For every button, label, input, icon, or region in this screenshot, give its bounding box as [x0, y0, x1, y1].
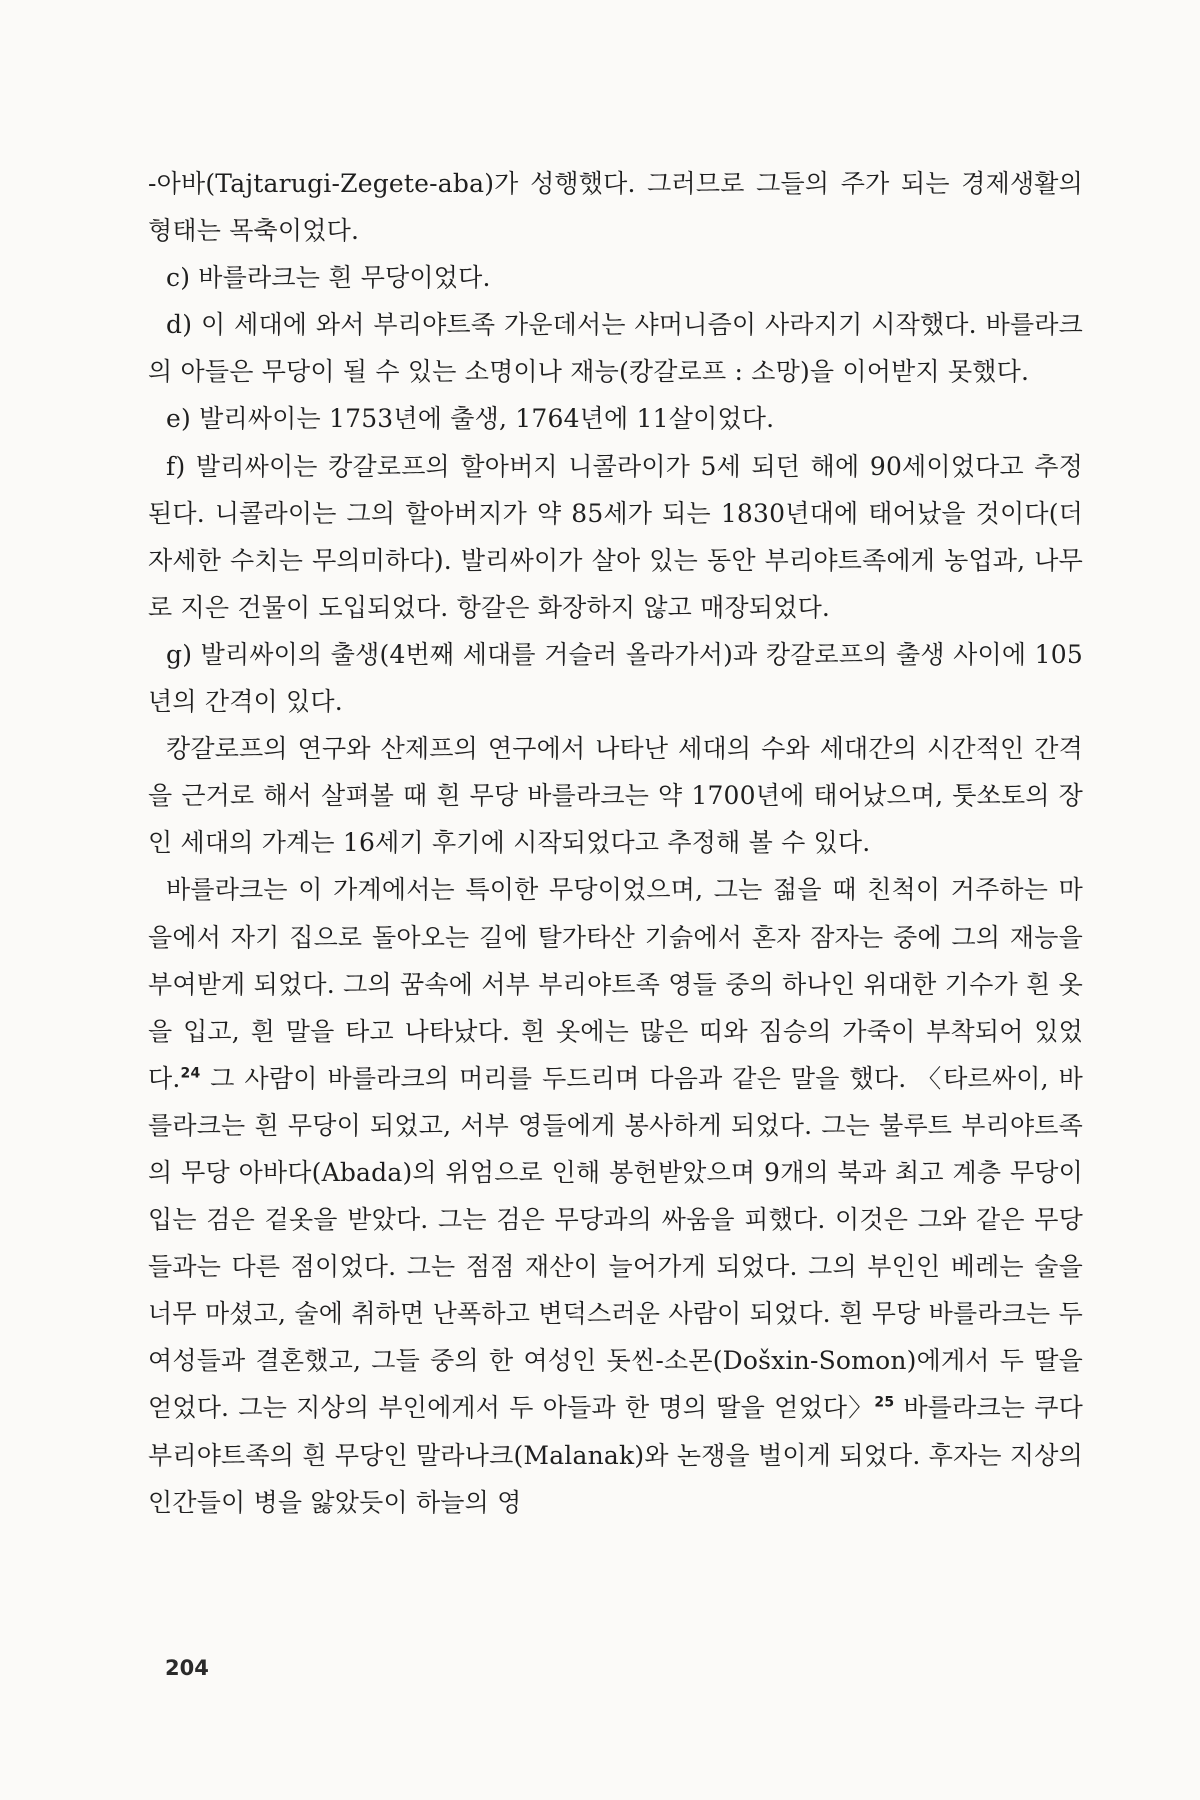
paragraph-text: f) 발리싸이는 캉갈로프의 할아버지 니콜라이가 5세 되던 해에 90세이었다고 추정된다. 니콜라이는 그의 할아버지가 약 85세가 되는 1830년대에 태어났을 것이다(더 자세한 수치는 무의미하다). 발리싸이가 살아 있는 동안 부리야트족에게 농업과, 나무로 지은 건물이 도입되었다. 항갈은 화장하지 않고 매장되었다. [148, 451, 1083, 622]
paragraph-p3 [148, 301, 1083, 395]
paragraph-p4 [148, 395, 1083, 442]
paragraph-p6 [148, 631, 1083, 725]
paragraph-text: 캉갈로프의 연구와 산제프의 연구에서 나타난 세대의 수와 세대간의 시간적인 간격을 근거로 해서 살펴볼 때 흰 무당 바를라크는 약 1700년에 태어났으며, 툿쏘토의 장인 세대의 가계는 16세기 후기에 시작되었다고 추정해 볼 수 있다. [148, 734, 1083, 858]
paragraph-p1 [148, 160, 1083, 254]
paragraph-text: 바를라크는 쿠다 부리야트족의 흰 무당인 말라나크(Malanak)와 논쟁을 벌이게 되었다. 후자는 지상의 인간들이 병을 앓았듯이 하늘의 영 [148, 1393, 1084, 1517]
footnote-marker: 24 [180, 1065, 201, 1082]
paragraph-p5 [148, 443, 1083, 631]
body-text [148, 160, 1083, 1526]
page-number: 204 [165, 1656, 209, 1680]
paragraph-p2 [148, 254, 1083, 301]
paragraph-text: 그 사람이 바를라크의 머리를 두드리며 다음과 같은 말을 했다. 〈타르싸이, 바를라크는 흰 무당이 되었고, 서부 영들에게 봉사하게 되었다. 그는 불루트 부리야트족의 무당 아바다(Abada)의 위엄으로 인해 봉헌받았으며 9개의 북과 최고 계층 무당이 입는 검은 겉옷을 받았다. 그는 검은 무당과의 싸움을 피했다. 이것은 그와 같은 무당들과는 다른 점이었다. 그는 점점 재산이 늘어가게 되었다. 그의 부인인 베레는 술을 너무 마셨고, 술에 취하면 난폭하고 변덕스러운 사람이 되었다. 흰 무당 바를라크는 두 여성들과 결혼했고, 그들 중의 한 여성인 돗씬-소몬(Došxin-Somon)에게서 두 딸을 얻었다. 그는 지상의 부인에게서 두 아들과 한 명의 딸을 얻었다〉 [148, 1063, 1083, 1423]
paragraph-p7 [148, 725, 1083, 866]
paragraph-text: g) 발리싸이의 출생(4번째 세대를 거슬러 올라가서)과 캉갈로프의 출생 사이에 105년의 간격이 있다. [148, 639, 1083, 717]
paragraph-text: -아바(Tajtarugi-Zegete-aba)가 성행했다. 그러므로 그들의 주가 되는 경제생활의 형태는 목축이었다. [148, 169, 1083, 246]
paragraph-text: d) 이 세대에 와서 부리야트족 가운데서는 샤머니즘이 사라지기 시작했다. 바를라크의 아들은 무당이 될 수 있는 소명이나 재능(캉갈로프 : 소망)을 이어받지 못했다. [148, 310, 1083, 387]
paragraph-text: e) 발리싸이는 1753년에 출생, 1764년에 11살이었다. [166, 404, 775, 434]
paragraph-text: c) 바를라크는 흰 무당이었다. [166, 263, 491, 293]
paragraph-p8 [148, 866, 1083, 1525]
footnote-marker: 25 [874, 1395, 895, 1412]
paragraph-text: 바를라크는 이 가계에서는 특이한 무당이었으며, 그는 젊을 때 친척이 거주하는 마을에서 자기 집으로 돌아오는 길에 탈가타산 기슭에서 혼자 잠자는 중에 그의 재능을 부여받게 되었다. 그의 꿈속에 서부 부리야트족 영들 중의 하나인 위대한 기수가 흰 옷을 입고, 흰 말을 타고 나타났다. 흰 옷에는 많은 띠와 짐승의 가죽이 부착되어 있었다. [148, 875, 1083, 1093]
